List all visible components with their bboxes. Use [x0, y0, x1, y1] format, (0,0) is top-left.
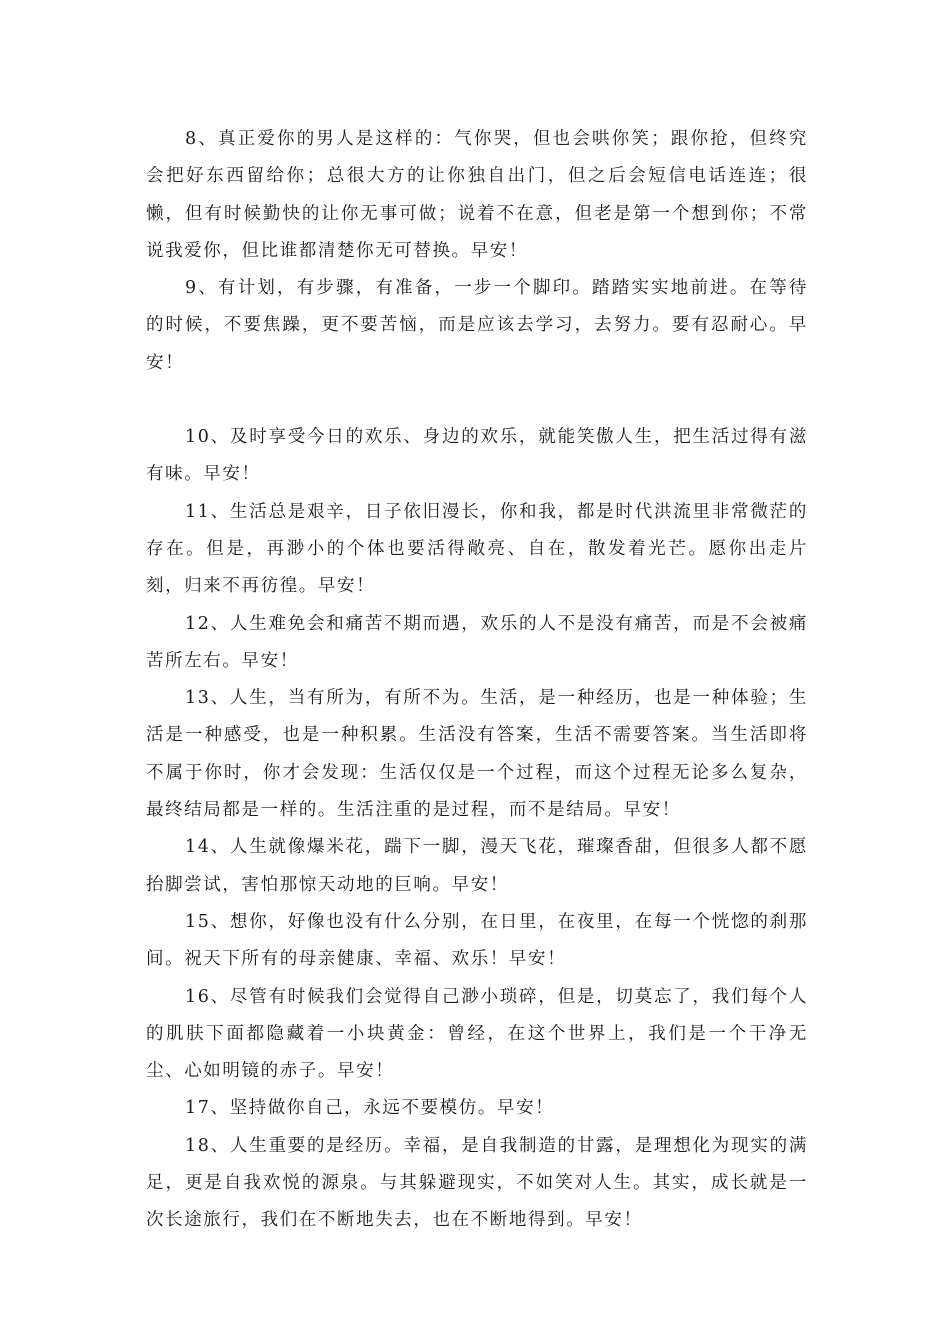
- paragraph-13: 13、人生，当有所为，有所不为。生活，是一种经历，也是一种体验；生活是一种感受，也是一种积累。生活没有答案，生活不需要答案。当生活即将不属于你时，你才会发现：生活仅仅是一个过程，而这个过程无论多么复杂，最终结局都是一样的。生活注重的是过程，而不是结局。早安！: [146, 688, 808, 821]
- paragraph-16: 16、尽管有时候我们会觉得自己渺小琐碎，但是，切莫忘了，我们每个人的肌肤下面都隐藏着一小块黄金：曾经，在这个世界上，我们是一个干净无尘、心如明镜的赤子。早安！: [146, 986, 808, 1082]
- paragraph-14: 14、人生就像爆米花，踹下一脚，漫天飞花，璀璨香甜，但很多人都不愿抬脚尝试，害怕那惊天动地的巨响。早安！: [146, 837, 808, 895]
- paragraph-10: 10、及时享受今日的欢乐、身边的欢乐，就能笑傲人生，把生活过得有滋有味。早安！: [146, 427, 808, 485]
- paragraph-8: 8、真正爱你的男人是这样的：气你哭，但也会哄你笑；跟你抢，但终究会把好东西留给你；总很大方的让你独自出门，但之后会短信电话连连；很懒，但有时候勤快的让你无事可做；说着不在意，但老是第一个想到你；不常说我爱你，但比谁都清楚你无可替换。早安！: [146, 129, 808, 261]
- paragraph-gap: [146, 382, 808, 419]
- paragraph-11: 11、生活总是艰辛，日子依旧漫长，你和我，都是时代洪流里非常微茫的存在。但是，再渺小的个体也要活得敞亮、自在，散发着光芒。愿你出走片刻，归来不再彷徨。早安！: [146, 501, 808, 597]
- paragraph-17: 17、坚持做你自己，永远不要模仿。早安！: [185, 1098, 555, 1119]
- document-body: [146, 121, 808, 1240]
- paragraph-9: 9、有计划，有步骤，有准备，一步一个脚印。踏踏实实地前进。在等待的时候，不要焦躁，更不要苦恼，而是应该去学习，去努力。要有忍耐心。早安！: [146, 278, 808, 373]
- paragraph-18: 18、人生重要的是经历。幸福，是自我制造的甘露，是理想化为现实的满足，更是自我欢悦的源泉。与其躲避现实，不如笑对人生。其实，成长就是一次长途旅行，我们在不断地失去，也在不断地得到。早安！: [146, 1135, 808, 1231]
- paragraph-12: 12、人生难免会和痛苦不期而遇，欢乐的人不是没有痛苦，而是不会被痛苦所左右。早安！: [146, 613, 808, 671]
- paragraph-15: 15、想你，好像也没有什么分别，在日里，在夜里，在每一个恍惚的刹那间。祝天下所有的母亲健康、幸福、欢乐！早安！: [146, 911, 808, 970]
